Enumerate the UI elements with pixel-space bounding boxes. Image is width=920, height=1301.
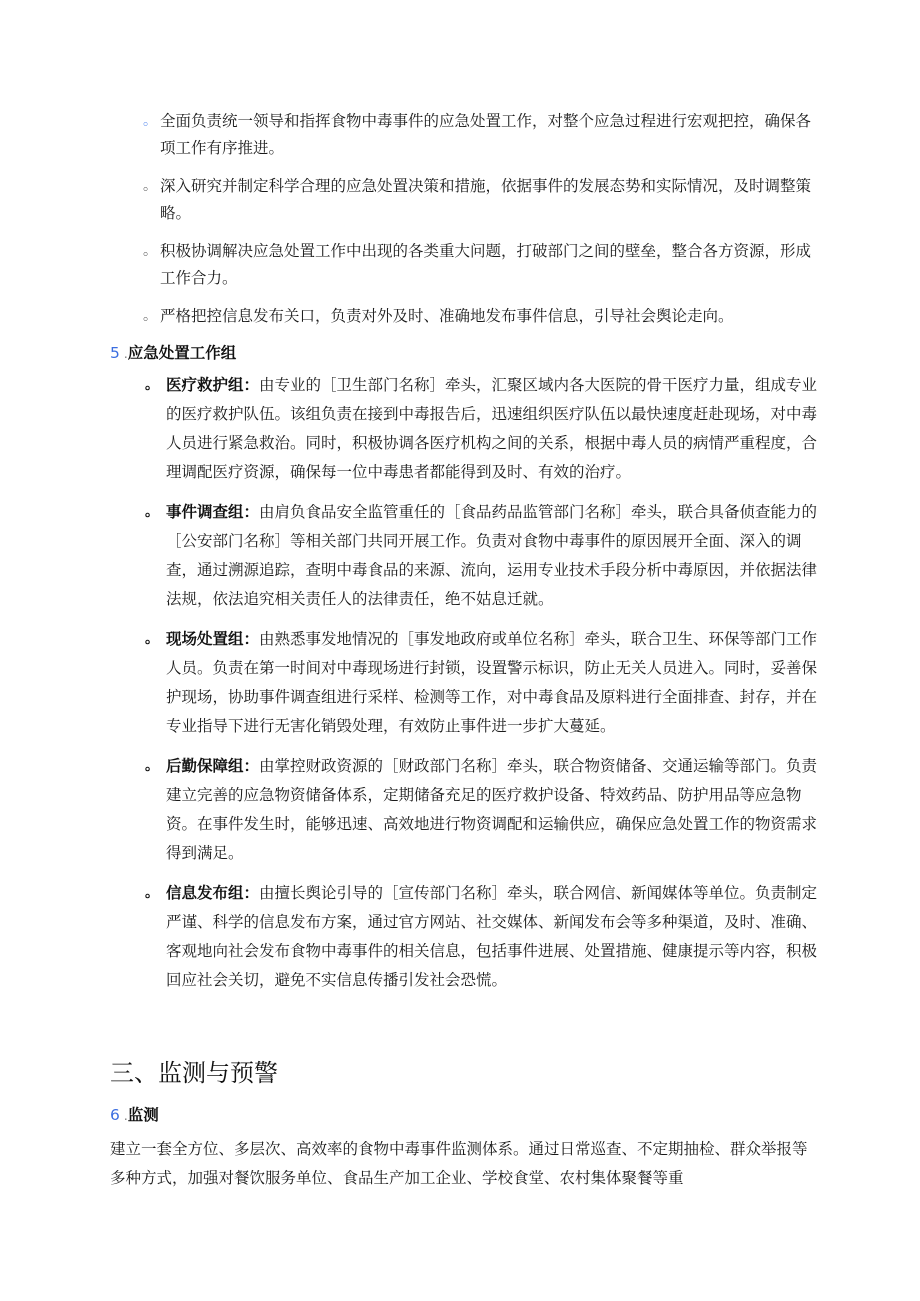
- emergency-groups-list: [143, 371, 823, 1006]
- list-item: [143, 238, 823, 292]
- list-item-information-release: [143, 879, 823, 995]
- bullet-icon: 。: [145, 377, 159, 393]
- heading-separator: .: [123, 1109, 128, 1123]
- bullet-icon: 。: [143, 178, 157, 194]
- bullet-icon: 。: [145, 504, 159, 520]
- group-text: 由擅长舆论引导的［宣传部门名称］牵头，联合网信、新闻媒体等单位。负责制定严谨、科学的信息发布方案，通过官方网站、社交媒体、新闻发布会等多种渠道，及时、准确、客观地向社会发布食物中毒事件的相关信息，包括事件进展、处置措施、健康提示等内容，积极回应社会关切，避免不实信息传播引发社会恐慌。: [166, 884, 818, 989]
- bullet-icon: 。: [145, 758, 159, 774]
- list-item-text: 全面负责统一领导和指挥食物中毒事件的应急处置工作，对整个应急过程进行宏观把控，确保各项工作有序推进。: [160, 112, 812, 157]
- group-text: 由熟悉事发地情况的［事发地政府或单位名称］牵头，联合卫生、环保等部门工作人员。负责在第一时间对中毒现场进行封锁，设置警示标识，防止无关人员进入。同时，妥善保护现场，协助事件调查组进行采样、检测等工作，对中毒食品及原料进行全面排查、封存，并在专业指导下进行无害化销毁处理，有效防止事件进一步扩大蔓延。: [166, 630, 818, 735]
- group-text: 由专业的［卫生部门名称］牵头，汇聚区域内各大医院的骨干医疗力量，组成专业的医疗救护队伍。该组负责在接到中毒报告后，迅速组织医疗队伍以最快速度赶赴现场，对中毒人员进行紧急救治。同时，积极协调各医疗机构之间的关系，根据中毒人员的病情严重程度，合理调配医疗资源，确保每一位中毒患者都能得到及时、有效的治疗。: [166, 376, 818, 481]
- list-item-text: 深入研究并制定科学合理的应急处置决策和措施，依据事件的发展态势和实际情况，及时调整策略。: [160, 177, 812, 222]
- group-text: 由掌控财政资源的［财政部门名称］牵头，联合物资储备、交通运输等部门。负责建立完善的应急物资储备体系，定期储备充足的医疗救护设备、特效药品、防护用品等应急物资。在事件发生时，能够迅速、高效地进行物资调配和运输供应，确保应急处置工作的物资需求得到满足。: [166, 757, 818, 862]
- group-label: 信息发布组：: [166, 884, 260, 902]
- heading-title: 应急处置工作组: [127, 344, 237, 362]
- group-label: 现场处置组：: [166, 630, 260, 648]
- list-item-text: 积极协调解决应急处置工作中出现的各类重大问题，打破部门之间的壁垒，整合各方资源，形成工作合力。: [160, 242, 812, 287]
- leadership-duties-list: [143, 108, 823, 341]
- heading-separator: .: [123, 347, 128, 361]
- list-item-medical-rescue: [143, 371, 823, 487]
- list-item-logistics: [143, 752, 823, 868]
- group-label: 事件调查组：: [166, 503, 260, 521]
- section-title: 三、监测与预警: [110, 1059, 278, 1087]
- bullet-icon: 。: [143, 308, 157, 324]
- heading-number: 6: [110, 1106, 120, 1124]
- heading-title: 监测: [127, 1106, 159, 1124]
- subheading-emergency-groups: [110, 342, 236, 365]
- list-item: [143, 303, 823, 330]
- list-item: [143, 108, 823, 162]
- monitoring-paragraph: 建立一套全方位、多层次、高效率的食物中毒事件监测体系。通过日常巡查、不定期抽检、群众举报等多种方式，加强对餐饮服务单位、食品生产加工企业、学校食堂、农村集体聚餐等重: [110, 1140, 808, 1187]
- group-text: 由肩负食品安全监管重任的［食品药品监管部门名称］牵头，联合具备侦查能力的［公安部门名称］等相关部门共同开展工作。负责对食物中毒事件的原因展开全面、深入的调查，通过溯源追踪，查明中毒食品的来源、流向，运用专业技术手段分析中毒原因，并依据法律法规，依法追究相关责任人的法律责任，绝不姑息迁就。: [166, 503, 818, 608]
- group-label: 医疗救护组：: [166, 376, 260, 394]
- bullet-icon: 。: [145, 885, 159, 901]
- list-item-text: 严格把控信息发布关口，负责对外及时、准确地发布事件信息，引导社会舆论走向。: [160, 307, 734, 325]
- bullet-icon: 。: [145, 631, 159, 647]
- list-item: [143, 173, 823, 227]
- heading-number: 5: [110, 344, 120, 362]
- list-item-onsite-handling: [143, 625, 823, 741]
- list-item-investigation: [143, 498, 823, 614]
- bullet-icon: 。: [143, 243, 157, 259]
- bullet-icon: 。: [143, 113, 157, 129]
- subheading-monitoring: [110, 1104, 159, 1127]
- group-label: 后勤保障组：: [166, 757, 260, 775]
